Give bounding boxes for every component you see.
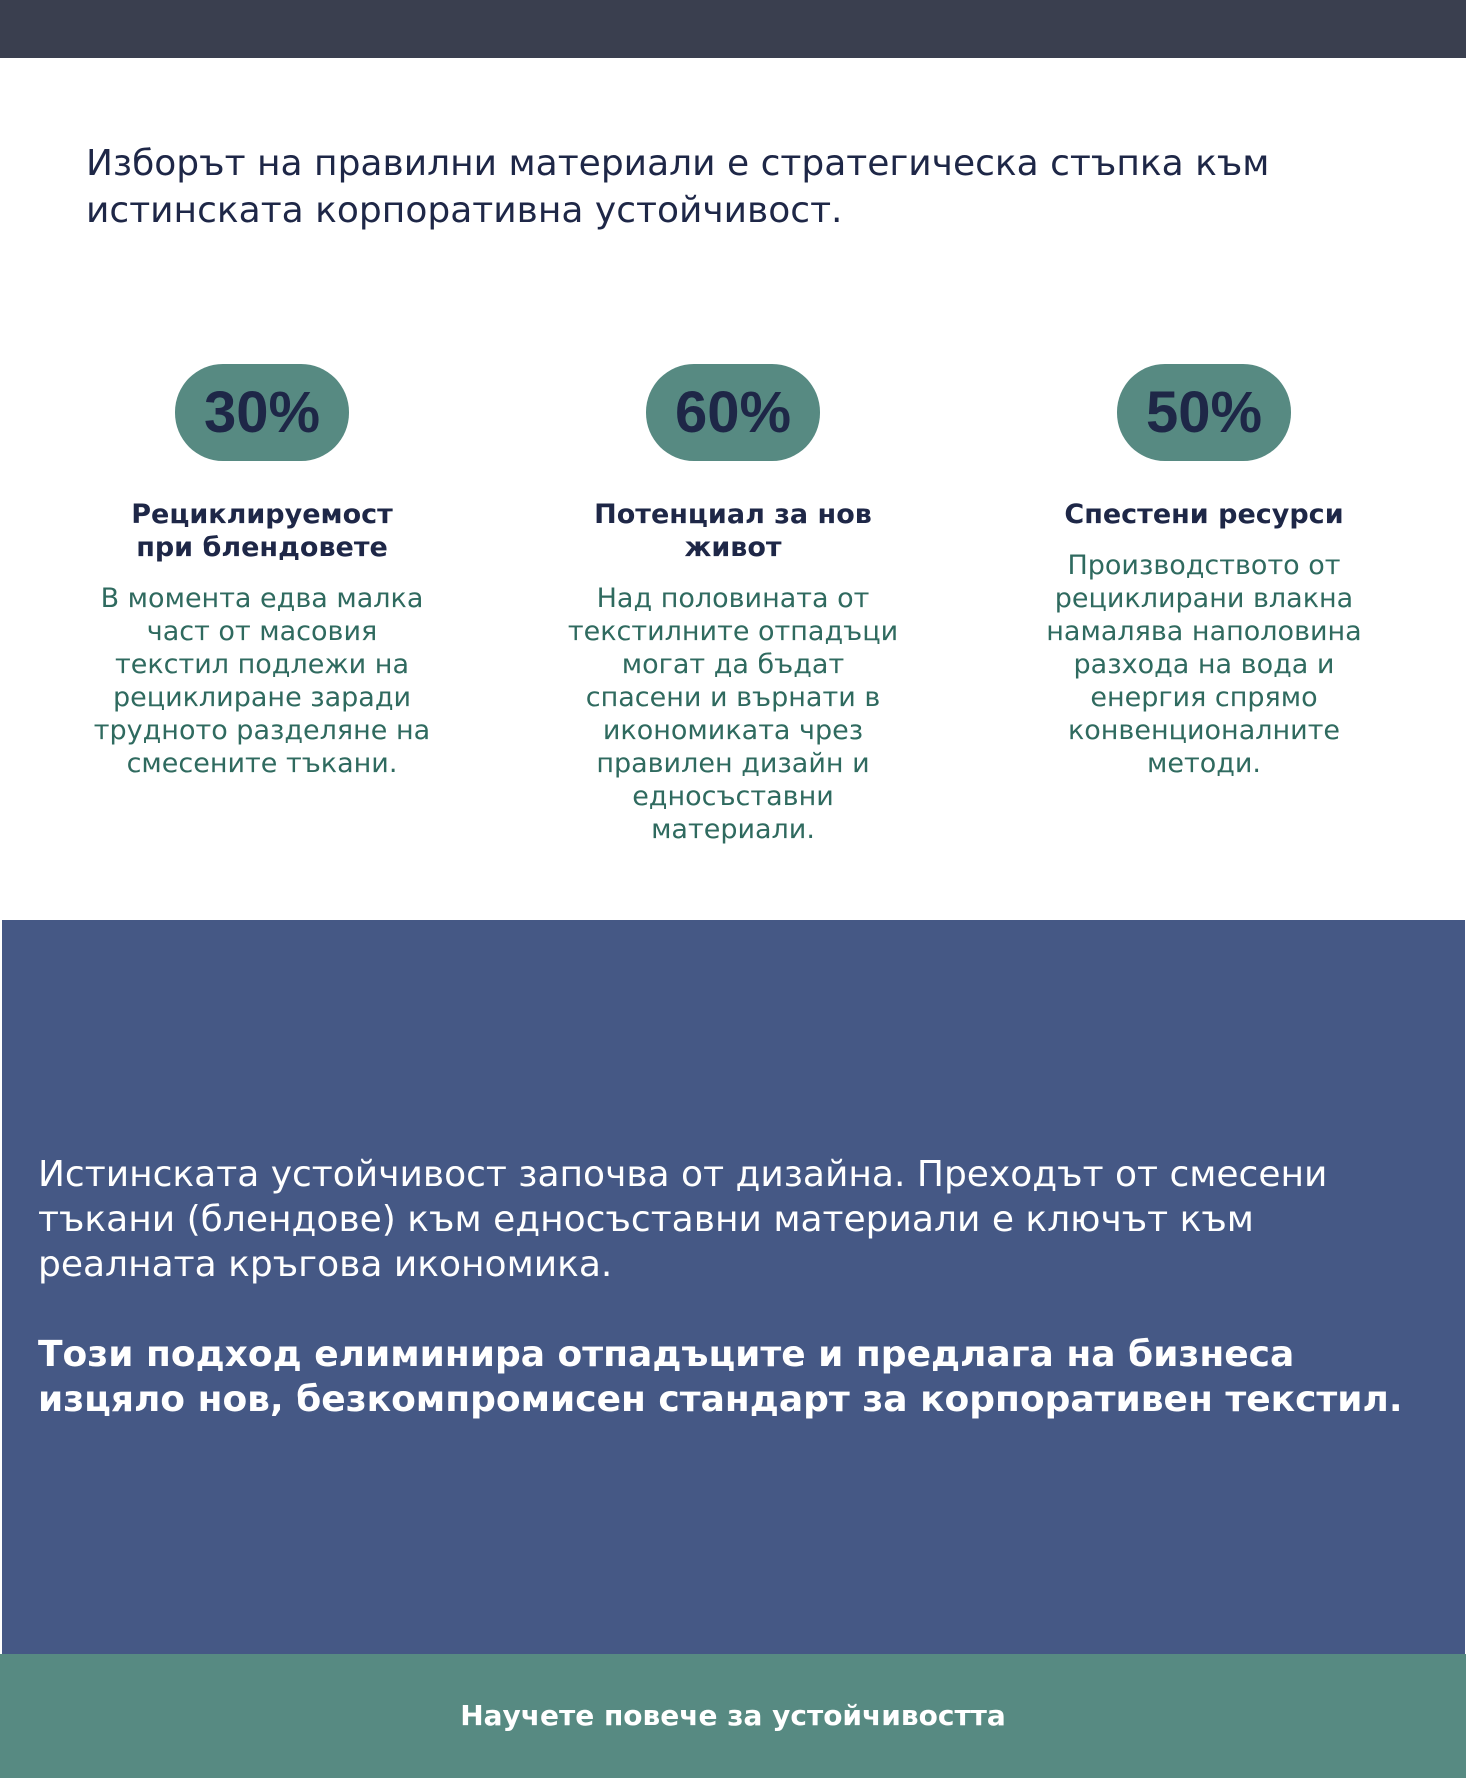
stat-description: Над половината от текстилните отпадъци могат да бъдат спасени и върнати в икономиката чрез правилен дизайн и едносъставни материали.	[567, 583, 899, 845]
intro-text: Изборът на правилни материали е стратегическа стъпка към истинската корпоративна устойчивост.	[86, 143, 1270, 231]
stat-title: Рециклируемост при блендовете	[131, 499, 393, 563]
stat-card-saved-resources	[1024, 364, 1384, 780]
stat-title: Спестени ресурси	[1064, 499, 1344, 530]
stat-value-badge: 60%	[646, 364, 820, 461]
stat-title: Потенциал за нов живот	[594, 499, 872, 563]
stat-card-recyclability	[82, 364, 442, 780]
stat-value-badge: 30%	[175, 364, 349, 461]
stats-section	[0, 364, 1466, 884]
stat-description: Производството от рециклирани влакна намалява наполовина разхода на вода и енергия спрямо конвенционалните методи.	[1046, 550, 1362, 779]
closing-bold-text: Този подход елиминира отпадъците и предлага на бизнеса изцяло нов, безкомпромисен стандарт за корпоративен текстил.	[38, 1334, 1403, 1420]
cta-band	[0, 1654, 1466, 1778]
stat-card-new-life-potential	[553, 364, 913, 846]
stat-value-badge: 50%	[1117, 364, 1291, 461]
top-bar	[0, 0, 1466, 58]
learn-more-link[interactable]: Научете повече за устойчивостта	[460, 1699, 1006, 1732]
closing-text: Истинската устойчивост започва от дизайна. Преходът от смесени тъкани (блендове) към едносъставни материали е ключът към реалната кръгова икономика.	[38, 1154, 1328, 1285]
stat-description: В момента едва малка част от масовия текстил подлежи на рециклиране заради трудното разделяне на смесените тъкани.	[93, 583, 431, 779]
closing-section	[2, 920, 1465, 1654]
